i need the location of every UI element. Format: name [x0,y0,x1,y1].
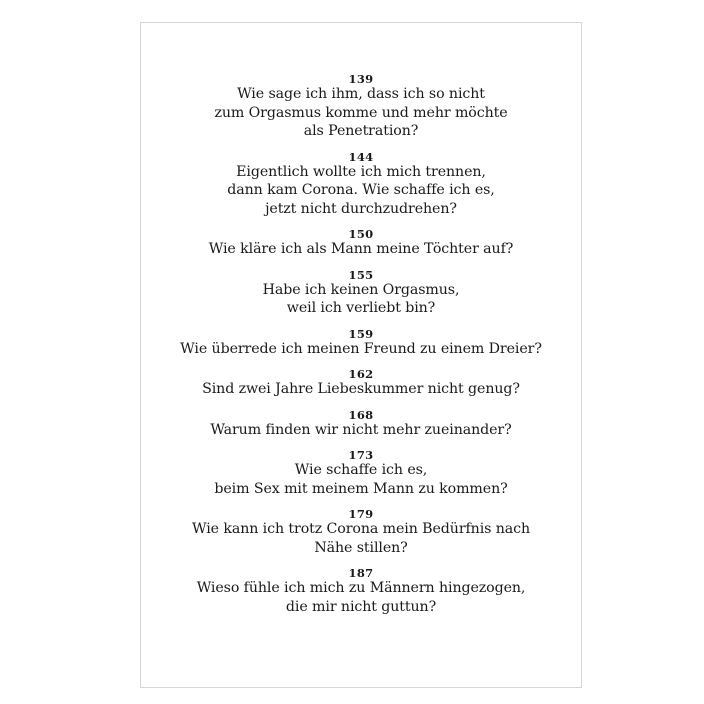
entry-title-line: dann kam Corona. Wie schaffe ich es, [227,182,495,198]
entry-title-line: Wie kläre ich als Mann meine Töchter auf? [208,241,514,257]
entry-title-line: Wie schaffe ich es, [294,462,428,478]
entry-title-line: jetzt nicht durchzudrehen? [265,200,457,217]
entry-title-line: Wie sage ich ihm, dass ich so nicht [237,86,485,102]
page-number: 155 [348,267,374,282]
entry-title-line: Wie überrede ich meinen Freund zu einem Dreier? [180,340,542,357]
book-page [140,22,582,688]
entry-title-line: weil ich verliebt bin? [286,300,436,316]
toc-entry [141,73,581,141]
toc-entry [141,449,581,498]
entry-title-line: als Penetration? [303,123,419,139]
table-of-contents [141,73,581,626]
entry-title-line: zum Orgasmus komme und mehr möchte [214,104,508,121]
toc-entry [141,151,581,219]
entry-title-line: beim Sex mit meinem Mann zu kommen? [214,480,508,497]
page-number: 150 [348,227,374,241]
entry-title-line: Wie kann ich trotz Corona mein Bedürfnis nach [191,521,531,537]
page-number: 162 [348,367,374,381]
toc-entry [141,567,581,616]
entry-title-line: Warum finden wir nicht mehr zueinander? [210,421,512,438]
entry-title-line: Sind zwei Jahre Liebeskummer nicht genug? [202,381,520,397]
entry-title-line: Wieso fühle ich mich zu Männern hingezogen, [196,580,526,596]
entry-title-line: Nähe stillen? [314,539,408,556]
toc-entry [141,328,581,359]
page-number: 139 [348,72,374,86]
page-number: 144 [348,149,374,164]
page-number: 187 [348,566,374,580]
page-number: 173 [348,448,374,462]
page-number: 159 [348,326,374,341]
toc-entry [141,508,581,557]
entry-title-line: die mir nicht guttun? [285,598,437,615]
toc-entry [141,269,581,318]
page-number: 168 [348,407,374,422]
toc-entry [141,409,581,440]
entry-title-line: Habe ich keinen Orgasmus, [262,281,460,298]
entry-title-line: Eigentlich wollte ich mich trennen, [236,163,486,180]
page-number: 179 [348,507,374,521]
toc-entry [141,368,581,399]
toc-entry [141,228,581,259]
